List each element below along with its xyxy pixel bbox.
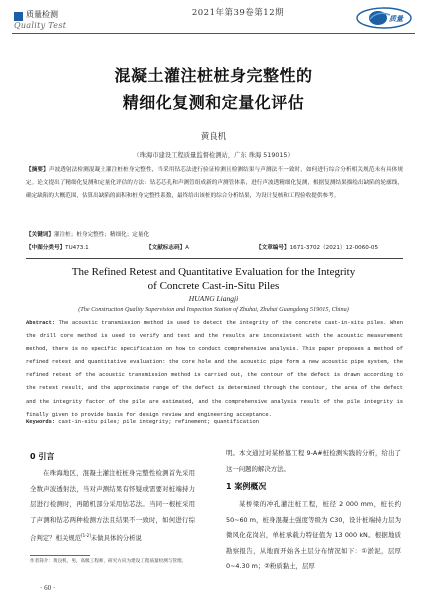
abstract-cn-text: 声波透射法检测混凝土灌注桩桩身完整性，当采用钻芯法进行验证检测且检测结果与声测法不一致时，如何进行综合分析相关规范未有具体规定。论文提出了精细化复测和定量化评估的方法：钻芯芯孔和声测管组成新的声测管体系，进行声波透精细化复测，根据复测结果描绘出缺陷的轮廓线，确定缺陷的大概范围，估算出缺陷的面积和桩身完整性系数，最终给出该桩的综合分析结果，为设计复核和工程验收提供参考。 [26, 167, 403, 199]
abstract-en [26, 317, 403, 422]
section-0-continued: 明。本文通过对某桥墓工程 9-A#桩检测实践的分析，给出了这一问题的解决方法。 [226, 449, 401, 473]
section-0-body [30, 466, 195, 547]
footnote-rule [30, 555, 90, 556]
abstract-cn [26, 164, 403, 202]
svg-text:质量: 质量 [389, 15, 403, 23]
section-square-icon [14, 12, 23, 21]
citation-ref: [1-2] [81, 533, 91, 538]
doc-code-item [146, 243, 189, 251]
title-cn-line-2: 精细化复测和定量化评估 [122, 93, 305, 112]
section-1-text: 某桥梁的冲孔灌注桩工程，桩径 2 000 mm，桩长约 50~60 m，桩身混凝土强度等级为 C30，设计桩端持力层为微风化花岗岩，单桩承载力特征值为 13 000 kN。根据地质勘察报告，从地面开始各土层分布情况如下：①淤泥，层厚 0~4.30 m；②粉质黏土，层厚 [226, 500, 401, 570]
doc-code-label: 【文献标志码】 [146, 245, 186, 251]
page-header [0, 0, 427, 40]
section-1-body [226, 497, 401, 575]
doc-code-value: A [185, 245, 189, 251]
keywords-cn-label: 【关键词】 [26, 232, 54, 238]
keywords-en-text: cast-in-situ piles; pile integrity; refinement; quantification [55, 419, 259, 425]
article-number-value: 1671-3702（2021）12-0060-05 [289, 245, 378, 251]
keywords-en-label: Keywords: [26, 419, 56, 425]
section-name-en: Quality Test [14, 21, 67, 30]
clc-label: 【中图分类号】 [26, 245, 66, 251]
title-en-line-1: The Refined Retest and Quantitative Evaluation for the Integrity [71, 266, 356, 278]
section-name-cn: 质量检测 [26, 10, 58, 19]
page-number: · 60 · [40, 584, 56, 592]
journal-logo-icon [356, 6, 416, 30]
section-0-text-end: 未做具体的分析说 [90, 534, 142, 543]
abstract-en-label: Abstract: [26, 320, 56, 326]
article-number-item [256, 243, 378, 251]
article-number-label: 【文章编号】 [256, 245, 290, 251]
article-meta-row [26, 243, 403, 255]
author-cn: 黄良机 [200, 132, 227, 142]
footnote: 作者简介：黄良机，男，高级工程师，研究方向为建设工程质量检测与管理。 [30, 559, 187, 564]
abstract-cn-label: 【摘要】 [26, 167, 49, 173]
clc-value: TU473.1 [65, 245, 89, 251]
issue-label: 2021年第39卷第12期 [191, 8, 285, 18]
title-en-line-2: of Concrete Cast-in-Situ Piles [147, 280, 280, 292]
abstract-divider [26, 258, 403, 259]
section-0-heading: 0 引言 [30, 452, 55, 461]
keywords-cn-text: 灌注桩；桩身完整性；精细化；定量化 [53, 232, 150, 238]
title-cn-line-1: 混凝土灌注桩桩身完整性的 [114, 66, 313, 85]
abstract-en-text: The acoustic transmission method is used to detect the integrity of the concrete cast-in-situ piles. When the drill core method is used to verify and test and the results are inconsistent with the acoustic measurement method, there is no specific specification on how to conduct comprehensive analysis. This paper proposes a method of refined retest and quantitative evaluation: the core hole and the acoustic pipe form a new acoustic pipe system, the refined retest of the acoustic transmission method is carried out, the contour of the defect is drawn according to the retest result, and the approximate range of the defect is determined through the contour, the area of the defect and the integrity factor of the pile are estimated, and the comprehensive analysis result of the pile integrity is finally given to provide basis for design review and engineering acceptance. [26, 320, 403, 418]
author-en: HUANG Liangji [188, 294, 239, 303]
section-1-heading: 1 案例概况 [226, 482, 267, 491]
keywords-en [26, 419, 403, 425]
clc-item [26, 243, 89, 251]
affiliation-cn: （珠海市建设工程质量监督检测站，广东 珠海 519015） [133, 152, 294, 159]
affiliation-en: (The Construction Quality Supervision and Inspection Station of Zhuhai, Zhuhai Guangdong 519015, China) [78, 306, 349, 313]
header-rule [12, 33, 415, 34]
section-0-text: 在珠海地区，混凝土灌注桩桩身完整性检测首先采用全数声波透射法，当对声测结果有怀疑或需要对桩端持力层进行检测时，再随机部分采用钻芯法。当同一根桩采用了声测和钻芯两种检测方法且结果不一致时，如何进行综合判定？相关规范 [30, 469, 195, 543]
keywords-cn [26, 229, 403, 242]
